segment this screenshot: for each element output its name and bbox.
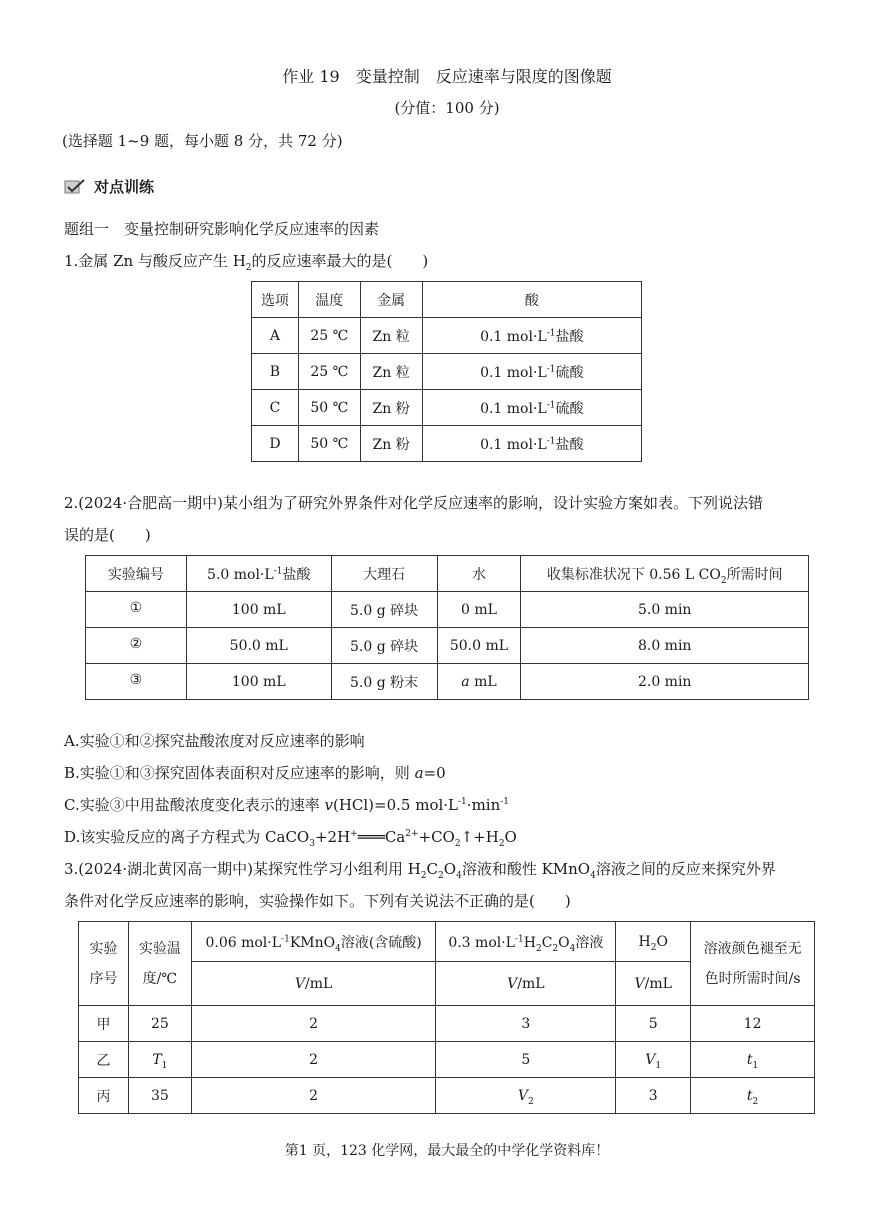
question-2-stem-line-2: 误的是( ) — [64, 526, 151, 544]
header-cell: 金属 — [360, 282, 422, 318]
experiment-id-cell: ① — [86, 592, 187, 628]
acid-cell: 0.1 $mol\cdot L^{-1}$硫酸 — [422, 354, 641, 390]
acid-cell: 0.1 $mol\cdot L^{-1}$盐酸 — [422, 426, 641, 462]
header-cell: 实验温 度/℃ — [128, 922, 191, 1006]
header-cell: 5.0 $mol\cdot L^{-1}$盐酸 — [186, 556, 331, 592]
water-volume-cell: 3 — [616, 1078, 691, 1114]
header-cell: $H_2O$ — [616, 922, 691, 962]
temperature-cell: 50 ℃ — [298, 426, 360, 462]
header-cell: 收集标准状况下 0.56 L $CO_2$所需时间 — [521, 556, 809, 592]
metal-cell: Zn 粉 — [360, 426, 422, 462]
marble-cell: 5.0 g 碎块 — [331, 592, 437, 628]
header-cell: 实验编号 — [86, 556, 187, 592]
option-a: A.实验①和②探究盐酸浓度对反应速率的影响 — [64, 732, 365, 750]
option-cell: B — [252, 354, 299, 390]
time-cell: 2.0 min — [521, 664, 809, 700]
header-cell: 溶液颜色褪至无 色时所需时间/s — [691, 922, 815, 1006]
h2c2o4-volume-cell: 3 — [436, 1006, 616, 1042]
question-3-stem-line-2: 条件对化学反应速率的影响，实验操作如下。下列有关说法不正确的是( ) — [64, 892, 571, 910]
time-cell: $t_2$ — [691, 1078, 815, 1114]
temperature-cell: 25 ℃ — [298, 354, 360, 390]
experiment-id-cell: ③ — [86, 664, 187, 700]
kmno4-volume-cell: 2 — [191, 1078, 436, 1114]
temperature-cell: 25 — [128, 1006, 191, 1042]
water-cell: 0 mL — [437, 592, 521, 628]
table-row — [86, 664, 809, 700]
table-row — [79, 1042, 815, 1078]
water-cell: 50.0 mL — [437, 628, 521, 664]
time-cell: 12 — [691, 1006, 815, 1042]
experiment-id-cell: 乙 — [79, 1042, 129, 1078]
table-header-row — [79, 922, 815, 962]
option-cell: A — [252, 318, 299, 354]
temperature-cell: $T_1$ — [128, 1042, 191, 1078]
page-footer: 第1 页，123 化学网，最大最全的中学化学资料库！ — [284, 1143, 610, 1159]
question-3-stem-line-1: 3.(2024·湖北黄冈高一期中)某探究性学习小组利用 $H_2C_2O_4$溶液和酸性 KMnO$_4$溶液之间的反应来探究外界 — [64, 860, 776, 881]
water-volume-cell: 5 — [616, 1006, 691, 1042]
option-cell: D — [252, 426, 299, 462]
h2c2o4-volume-cell: $V_2$ — [436, 1078, 616, 1114]
header-cell: 水 — [437, 556, 521, 592]
header-cell: 0.06 $mol\cdot L^{-1}KMnO_4$溶液(含硫酸) — [191, 922, 436, 962]
header-cell: 大理石 — [331, 556, 437, 592]
table-row — [252, 318, 642, 354]
water-cell: a mL — [437, 664, 521, 700]
marble-cell: 5.0 g 粉末 — [331, 664, 437, 700]
question-1-table — [251, 281, 642, 462]
question-2-stem-line-1: 2.(2024·合肥高一期中)某小组为了研究外界条件对化学反应速率的影响，设计实验方案如表。下列说法错 — [64, 494, 763, 512]
option-cell: C — [252, 390, 299, 426]
question-1-stem: 1.金属 Zn 与酸反应产生 $H_2$的反应速率最大的是( ) — [64, 252, 429, 273]
temperature-cell: 35 — [128, 1078, 191, 1114]
unit-cell: V/mL — [191, 962, 436, 1006]
metal-cell: Zn 粒 — [360, 318, 422, 354]
experiment-id-cell: 甲 — [79, 1006, 129, 1042]
hcl-volume-cell: 100 mL — [186, 592, 331, 628]
page-title: 作业 19 变量控制 反应速率与限度的图像题 — [282, 67, 612, 86]
question-2-table — [85, 555, 809, 700]
table-row — [86, 592, 809, 628]
table-row — [252, 390, 642, 426]
header-cell: 0.3 $mol\cdot L^{-1}H_2C_2O_4$溶液 — [436, 922, 616, 962]
header-cell: 选项 — [252, 282, 299, 318]
checkbox-icon — [64, 179, 86, 195]
hcl-volume-cell: 50.0 mL — [186, 628, 331, 664]
acid-cell: 0.1 $mol\cdot L^{-1}$盐酸 — [422, 318, 641, 354]
time-cell: 5.0 min — [521, 592, 809, 628]
option-c: C.实验③中用盐酸浓度变化表示的速率 v(HCl)=0.5 $mol\cdot L^{-1}\cdot\min^{-1}$ — [64, 796, 510, 814]
time-cell: 8.0 min — [521, 628, 809, 664]
section-label: 对点训练 — [94, 178, 155, 196]
unit-cell: V/mL — [616, 962, 691, 1006]
header-cell: 温度 — [298, 282, 360, 318]
table-header-row — [86, 556, 809, 592]
option-b: B.实验①和③探究固体表面积对反应速率的影响，则 a=0 — [64, 764, 446, 782]
choice-note: (选择题 1~9 题，每小题 8 分，共 72 分) — [62, 132, 343, 150]
water-volume-cell: $V_1$ — [616, 1042, 691, 1078]
experiment-id-cell: ② — [86, 628, 187, 664]
table-row — [79, 1078, 815, 1114]
time-cell: $t_1$ — [691, 1042, 815, 1078]
table-row — [252, 426, 642, 462]
header-cell: 酸 — [422, 282, 641, 318]
table-row — [86, 628, 809, 664]
table-row — [252, 354, 642, 390]
score-note: (分值：100 分) — [394, 99, 500, 117]
question-3-table — [78, 921, 815, 1114]
section-heading — [64, 176, 154, 197]
header-cell: 实验 序号 — [79, 922, 129, 1006]
table-row — [79, 1006, 815, 1042]
h2c2o4-volume-cell: 5 — [436, 1042, 616, 1078]
marble-cell: 5.0 g 碎块 — [331, 628, 437, 664]
experiment-id-cell: 丙 — [79, 1078, 129, 1114]
unit-cell: V/mL — [436, 962, 616, 1006]
kmno4-volume-cell: 2 — [191, 1006, 436, 1042]
acid-cell: 0.1 $mol\cdot L^{-1}$硫酸 — [422, 390, 641, 426]
table-header-row — [252, 282, 642, 318]
temperature-cell: 50 ℃ — [298, 390, 360, 426]
hcl-volume-cell: 100 mL — [186, 664, 331, 700]
kmno4-volume-cell: 2 — [191, 1042, 436, 1078]
metal-cell: Zn 粉 — [360, 390, 422, 426]
temperature-cell: 25 ℃ — [298, 318, 360, 354]
option-d: D.该实验反应的离子方程式为 $CaCO_3+2H^+═══Ca^{2+}+CO_2↑+H_2O$ — [64, 828, 517, 849]
metal-cell: Zn 粒 — [360, 354, 422, 390]
question-group-title: 题组一 变量控制研究影响化学反应速率的因素 — [64, 220, 380, 238]
